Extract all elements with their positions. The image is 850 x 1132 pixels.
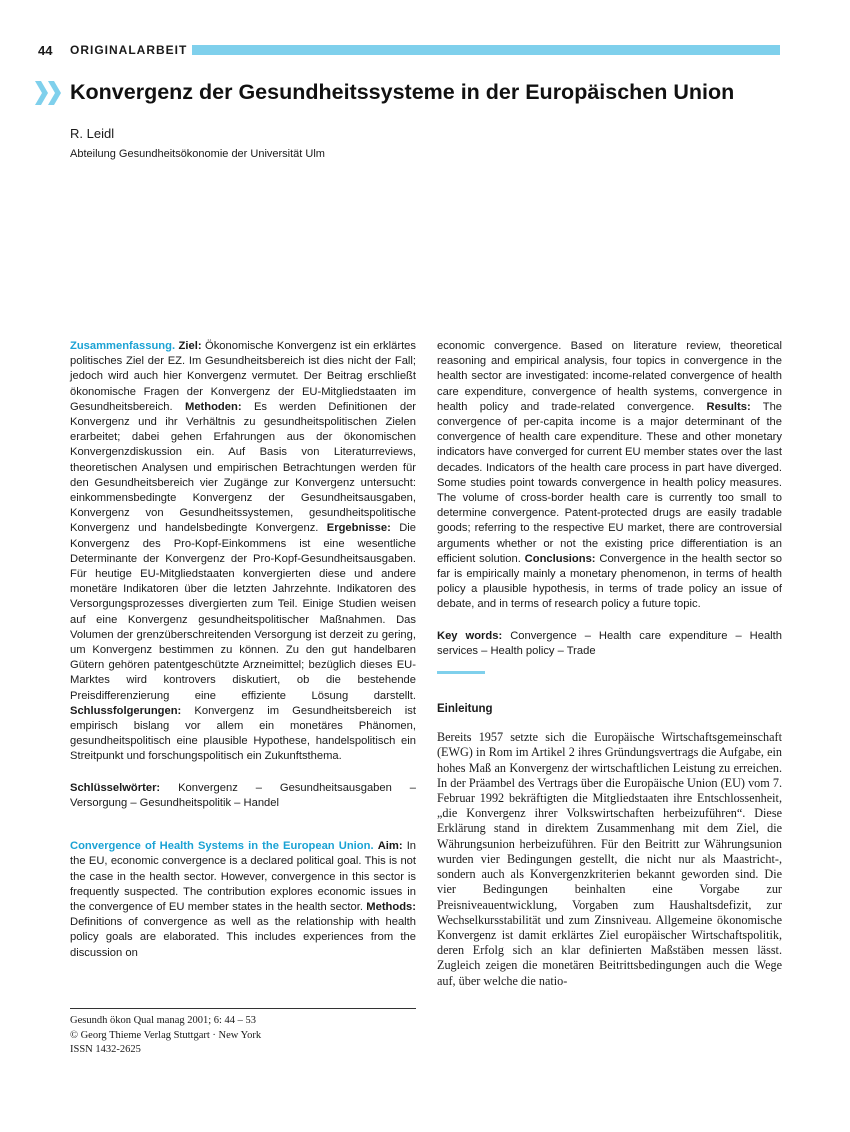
keywords-text: Konvergenz – Gesundheitsausgaben – Versorgung – Gesundheitspolitik – Handel (70, 781, 416, 809)
keywords-label: Schlüsselwörter: (70, 781, 161, 794)
double-chevron-icon (34, 80, 64, 106)
keywords-label-en: Key words: (437, 629, 503, 642)
page-number: 44 (38, 43, 53, 58)
abstract-english-start (70, 839, 416, 961)
keywords-text-en: Convergence – Health care expenditure – Health services – Health policy – Trade (437, 629, 782, 657)
keywords-english (437, 629, 782, 659)
section-divider (437, 671, 485, 674)
author: R. Leidl (70, 126, 115, 141)
conclusions-text: Konvergenz im Gesundheitsbereich ist empirisch bislang vor allem ein monetäres Phänomen, gesundheitspolitisch eine plausible Hypothese, handelspolitisch ein Streitpunkt und forschungspolitisch ein Zukunftsthema. (70, 704, 416, 763)
copyright: © Georg Thieme Verlag Stuttgart · New York (70, 1029, 262, 1041)
methods-label-en: Methods: (366, 900, 416, 913)
right-column (437, 339, 782, 989)
issn: ISSN 1432-2625 (70, 1044, 141, 1055)
methods-text-en-part1: Definitions of convergence as well as the relationship with health policy goals are elaborated. This includes experiences from the discussion on (70, 916, 416, 959)
conclusions-label: Schlussfolgerungen: (70, 704, 182, 717)
article-title: Konvergenz der Gesundheitssysteme in der Europäischen Union (70, 80, 735, 104)
abstract-english-continued (437, 339, 782, 613)
affiliation: Abteilung Gesundheitsökonomie der Universität Ulm (70, 148, 325, 160)
methods-text: Es werden Definitionen der Konvergenz und ihr Verhältnis zu gesundheitspolitischen Zielen erarbeitet; dabei gehen Erfahrungen aus der ökonomischen Konvergenzdiskussion ein. Auf Basis von Literaturreviews, theoretischen Analysen und empirischen Betrachtungen werden für den Gesundheitsbereich vier Zugänge zur Konvergenz untersucht: einkommensbedingte Konvergenz der Gesundheitsausgaben, Konvergenz von Gesundheitssystemen, gesundheitspolitische Konvergenz und handelsbedingte Konvergenz. (70, 400, 417, 535)
results-text-en: The convergence of per-capita income is a major determinant of the convergence of health care expenditure. These and other monetary indicators have converged for current EU member states over the last decades. Indicators of the health care process in part have diverged. Some studies point towards convergence in health policy measures. The volume of cross-border health care is currently too small to determine convergence. Patent-protected drugs are easily tradable goods; referring to the respective EU market, there are controversial arguments whether or not the existing price differentiation is an efficient solution. (437, 400, 783, 565)
introduction-heading: Einleitung (437, 703, 493, 716)
abstract-german-heading: Zusammenfassung. (70, 340, 176, 352)
aim-label-en: Aim: (377, 840, 403, 853)
aim-text-en: In the EU, economic convergence is a declared political goal. This is not the case in the health sector. However, convergence in this sector is frequently suspected. The contribution explores economic issues in the convergence of EU member states in the health sector. (70, 840, 417, 913)
aim-label: Ziel: (178, 340, 202, 352)
header-accent-bar (192, 45, 780, 55)
aim-text: Ökonomische Konvergenz ist ein erklärtes politisches Ziel der EZ. Im Gesundheitsbereich ist dies nicht der Fall; jedoch wird auch hier Konvergenz vermutet. Der Beitrag erschließt ökonomische Fragen der Konvergenz der EU-Mitgliedstaaten im Gesundheitsbereich. (70, 340, 416, 413)
footer (70, 1008, 416, 1058)
methods-label: Methoden: (185, 400, 242, 413)
keywords-german (70, 781, 416, 811)
conclusions-label-en: Conclusions: (524, 552, 596, 565)
left-column (70, 339, 416, 961)
results-text: Die Konvergenz des Pro-Kopf-Einkommens ist eine wesentliche Determinante der Konvergenz der Pro-Kopf-Gesundheitsausgaben. Für heutige EU-Mitgliedstaaten konvergierten diese und andere monetäre Indikatoren über die letzten Jahrzehnte. Indikatoren des Versorgungsprozesses divergierten zum Teil. Einige Studien weisen auf eine Konvergenz gesundheitspolitischer Maßnahmen. Das Volumen der grenzüberschreitenden Versorgung ist derzeit zu gering, um Konvergenz bestimmen zu können. Zu den gut handelbaren Gütern gehören patentgeschützte Arzneimittel; bezüglich dieses EU-Marktes wird kontrovers diskutiert, ob die bestehende Preisdifferenzierung eine effiziente Lösung darstellt. (70, 522, 416, 702)
introduction-body: Bereits 1957 setzte sich die Europäische Wirtschaftsgemeinschaft (EWG) in Rom im Artikel 2 ihres Gründungsvertrags die Aufgabe, ein hohes Maß an Konvergenz der wirtschaftlichen Leistung zu erreichen. In der Präambel des Vertrags über die Europäische Union (EU) vom 7. Februar 1992 bekräftigten die Mitgliedstaaten ihre Entschlossenheit, „die Konvergenz ihrer Volkswirtschaften herbeizuführen“. Diese Erklärung stand in direktem Zusammenhang mit dem Ziel, die Währungsunion herbeizuführen. Für den Beitritt zur Währungsunion wurden vier Bedingungen gestellt, die nicht nur als Maastricht-, sondern auch als Konvergenzkriterien bekannt geworden sind. Die vier Bedingungen beinhalten eine Vorgabe zur Preisniveauentwicklung, Vorgaben zum Haushaltsdefizit, zur Wechselkursstabilität und zum Zinsniveau. Allgemeine ökonomische Konvergenz ist damit erklärtes Ziel europäischer Wirtschaftspolitik, deren Erfolg sich an klar definierten Maßstäben messen lässt. Zugleich zeigen die monetären Beitrittsbedingungen auch die Wege auf, über welche die natio- (437, 730, 782, 988)
results-label-en: Results: (706, 400, 751, 413)
conclusions-text-en: Convergence in the health sector so far is empirically mainly a monetary phenomenon, in terms of health policy a plausible hypothesis, in terms of trade policy an issue of debate, and in terms of research policy a future topic. (437, 552, 783, 611)
methods-text-en-part2: economic convergence. Based on literature review, theoretical reasoning and empirical analysis, four topics in convergence in the health sector are investigated: income-related convergence of health care expenditure, convergence of health systems, convergence in health policy and trade-related convergence. (437, 340, 782, 413)
abstract-english-heading: Convergence of Health Systems in the European Union. (70, 840, 374, 853)
section-label: ORIGINALARBEIT (70, 43, 188, 57)
results-label: Ergebnisse: (326, 522, 391, 535)
abstract-german (70, 339, 416, 765)
journal-citation: Gesundh ökon Qual manag 2001; 6: 44 – 53 (70, 1015, 257, 1026)
